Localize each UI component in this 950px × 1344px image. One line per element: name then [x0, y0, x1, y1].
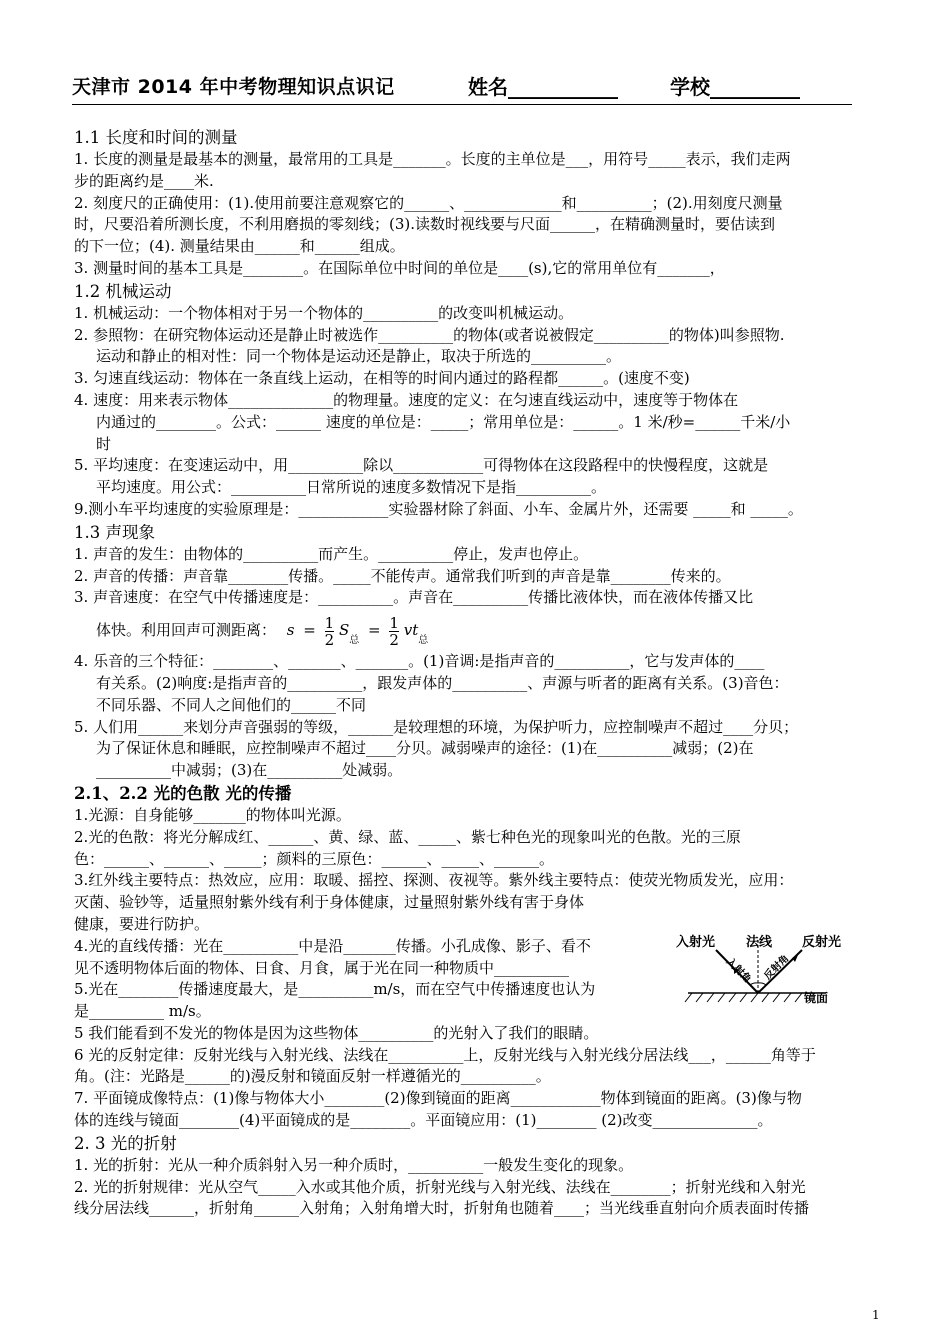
section-heading: 1.1 长度和时间的测量 [74, 128, 238, 147]
text-line: 时 [96, 434, 112, 453]
text-line: 5. 平均速度：在变速运动中，用__________除以____________可得物体在这段路程中的快慢程度，这就是 [74, 456, 769, 475]
text-line: 3. 测量时间的基本工具是________。在国际单位中时间的单位是____(s),它的常用单位有_______， [74, 258, 725, 277]
text-line: 为了保证休息和睡眠，应控制噪声不超过____分贝。减弱噪声的途径：(1)在__________减弱；(2)在 [96, 739, 754, 758]
text-line: 2. 刻度尺的正确使用：(1).使用前要注意观察它的______、_____________和__________；(2).用刻度尺测量 [74, 193, 783, 212]
incident-ray-label: 入射光 [676, 935, 716, 950]
reflection-angle-label: 反射角 [762, 953, 792, 983]
text-line: 3. 匀速直线运动：物体在一条直线上运动，在相等的时间内通过的路程都______。(速度不变) [74, 369, 690, 388]
school-field-label: 学校_________ [670, 75, 800, 99]
text-line: 见不透明物体后面的物体、日食、月食，属于光在同一种物质中__________ [74, 958, 570, 977]
section-heading: 1.2 机械运动 [74, 281, 172, 301]
text-line: __________中减弱；(3)在__________处减弱。 [96, 761, 403, 780]
text-line: 9.测小车平均速度的实验原理是：____________实验器材除了斜面、小车、金属片外，还需要 _____和 _____。 [74, 499, 803, 518]
section-heading: 2.1、2.2 光的色散 光的传播 [74, 783, 292, 803]
text-line: 步的距离约是____米. [74, 171, 214, 190]
document-title: 天津市 2014 年中考物理知识点识记 [72, 76, 395, 98]
text-line: 3.红外线主要特点：热效应，应用：取暖、摇控、探测、夜视等。紫外线主要特点：使荧光物质发光，应用： [74, 871, 794, 890]
text-line: 1. 声音的发生：由物体的__________而产生。__________停止，发声也停止。 [74, 544, 589, 563]
page-number: 1 [872, 1308, 880, 1322]
text-line: 时，尺要沿着所测长度，不利用磨损的零刻线；(3).读数时视线要与尺面______，在精确测量时，要估读到 [74, 215, 776, 234]
formula-fraction [325, 615, 335, 648]
text-line: 5.光在________传播速度最大，是__________m/s，而在空气中传播速度也认为 [74, 980, 596, 999]
text-line: 内通过的________。公式：______ 速度的单位是：_____；常用单位是：______。1 米/秒=______千米/小 [96, 412, 791, 431]
section-heading: 1.3 声现象 [74, 522, 155, 542]
text-line: 6 光的反射定律：反射光线与入射光线、法线在__________上，反射光线与入射光线分居法线___，______角等于 [74, 1045, 816, 1064]
echo-formula-line [74, 609, 878, 651]
reflection-angle-arc [758, 983, 766, 985]
formula-subscript: 总 [349, 635, 360, 647]
document-body [74, 126, 878, 1220]
text-line: 3. 声音速度：在空气中传播速度是：__________。声音在__________传播比液体快，而在液体传播又比 [74, 588, 754, 607]
mirror-label: 镜面 [804, 991, 829, 1005]
fraction-numerator: 1 [324, 613, 335, 632]
text-line: 2.光的色散：将光分解成红、______、黄、绿、蓝、_____、紫七种色光的现象叫光的色散。光的三原 [74, 827, 741, 846]
text-line: 4.光的直线传播：光在__________中是沿_______传播。小孔成像、影子、看不 [74, 936, 591, 955]
text-line: 不同乐器、不同人之间他们的______不同 [96, 695, 367, 714]
mirror-hatching [685, 993, 802, 1002]
text-line: 的下一位；(4). 测量结果由______和______组成。 [74, 237, 405, 256]
text-line: 平均速度。用公式：__________日常所说的速度多数情况下是指__________。 [96, 478, 607, 497]
fraction-denominator: 2 [389, 630, 399, 649]
section-heading: 2. 3 光的折射 [74, 1133, 177, 1153]
text-line: 是__________ m/s。 [74, 1002, 211, 1021]
text-line: 2. 参照物：在研究物体运动还是静止时被选作__________的物体(或者说被假定__________的物体)叫参照物. [74, 325, 785, 344]
formula-total-s: S [338, 621, 350, 640]
formula-equals: = [303, 621, 316, 640]
text-line: 1. 长度的测量是最基本的测量，最常用的工具是_______。长度的主单位是___，用符号_____表示，我们走两 [74, 150, 791, 168]
normal-label: 法线 [746, 935, 773, 950]
incident-angle-label: 入射角 [723, 956, 753, 986]
text-line: 5 我们能看到不发光的物体是因为这些物体__________的光射入了我们的眼睛。 [74, 1023, 599, 1042]
text-line: 体的连线与镜面________(4)平面镜成的是________。平面镜应用：(1)________ (2)改变______________。 [74, 1111, 773, 1130]
page-header [72, 66, 852, 105]
text-line: 5. 人们用______来划分声音强弱的等级，______是较理想的环境，为保护听力，应控制噪声不超过____分贝； [74, 717, 799, 736]
reflected-ray-label: 反射光 [802, 935, 842, 950]
text-line: 色：______、______、_____；颜料的三原色：______、_____、______。 [74, 849, 555, 868]
reflection-diagram [676, 930, 856, 1008]
formula-subscript: 总 [418, 635, 429, 647]
text-line: 有关系。(2)响度:是指声音的__________，跟发声体的__________、声源与听者的距离有关系。(3)音色： [96, 673, 789, 692]
text-line: 2. 声音的传播：声音靠________传播。_____不能传声。通常我们听到的声音是靠________传来的。 [74, 566, 731, 585]
text-line: 4. 速度：用来表示物体______________的物理量。速度的定义：在匀速直线运动中，速度等于物体在 [74, 390, 739, 409]
text-line: 1. 光的折射：光从一种介质斜射入另一种介质时，__________一般发生变化的现象。 [74, 1155, 634, 1174]
formula-equals: = [368, 621, 381, 640]
formula-vt: vt [403, 621, 419, 640]
text-line: 灭菌、验钞等，适量照射紫外线有利于身体健康，过量照射紫外线有害于身体 [74, 893, 585, 912]
text-line: 1.光源：自身能够_______的物体叫光源。 [74, 805, 351, 824]
text-line: 2. 光的折射规律：光从空气_____入水或其他介质，折射光线与入射光线、法线在________；折射光线和入射光 [74, 1177, 806, 1196]
formula-fraction [389, 615, 399, 648]
name-field-label: 姓名___________ [468, 75, 618, 99]
text-line: 角。(注：光路是______的)漫反射和镜面反射一样遵循光的__________。 [74, 1067, 551, 1086]
fraction-denominator: 2 [324, 630, 335, 649]
text-line: 健康，要进行防护。 [74, 914, 210, 933]
text-line: 运动和静止的相对性：同一个物体是运动还是静止，取决于所选的__________。 [96, 347, 622, 366]
text-line: 4. 乐音的三个特征：________、_______、_______。(1)音调:是指声音的__________，它与发声体的____ [74, 652, 765, 671]
text-line: 7. 平面镜成像特点：(1)像与物体大小________(2)像到镜面的距离____________物体到镜面的距离。(3)像与物 [74, 1089, 802, 1108]
incident-angle-arc [750, 983, 758, 985]
formula-s: s [286, 621, 295, 640]
text-line: 1. 机械运动：一个物体相对于另一个物体的__________的改变叫机械运动。 [74, 303, 574, 322]
fraction-numerator: 1 [389, 613, 399, 632]
text-line: 线分居法线______，折射角______入射角；入射角增大时，折射角也随着____；当光线垂直射向介质表面时传播 [74, 1199, 810, 1218]
formula-prefix: 体快。利用回声可测距离： [96, 621, 277, 640]
